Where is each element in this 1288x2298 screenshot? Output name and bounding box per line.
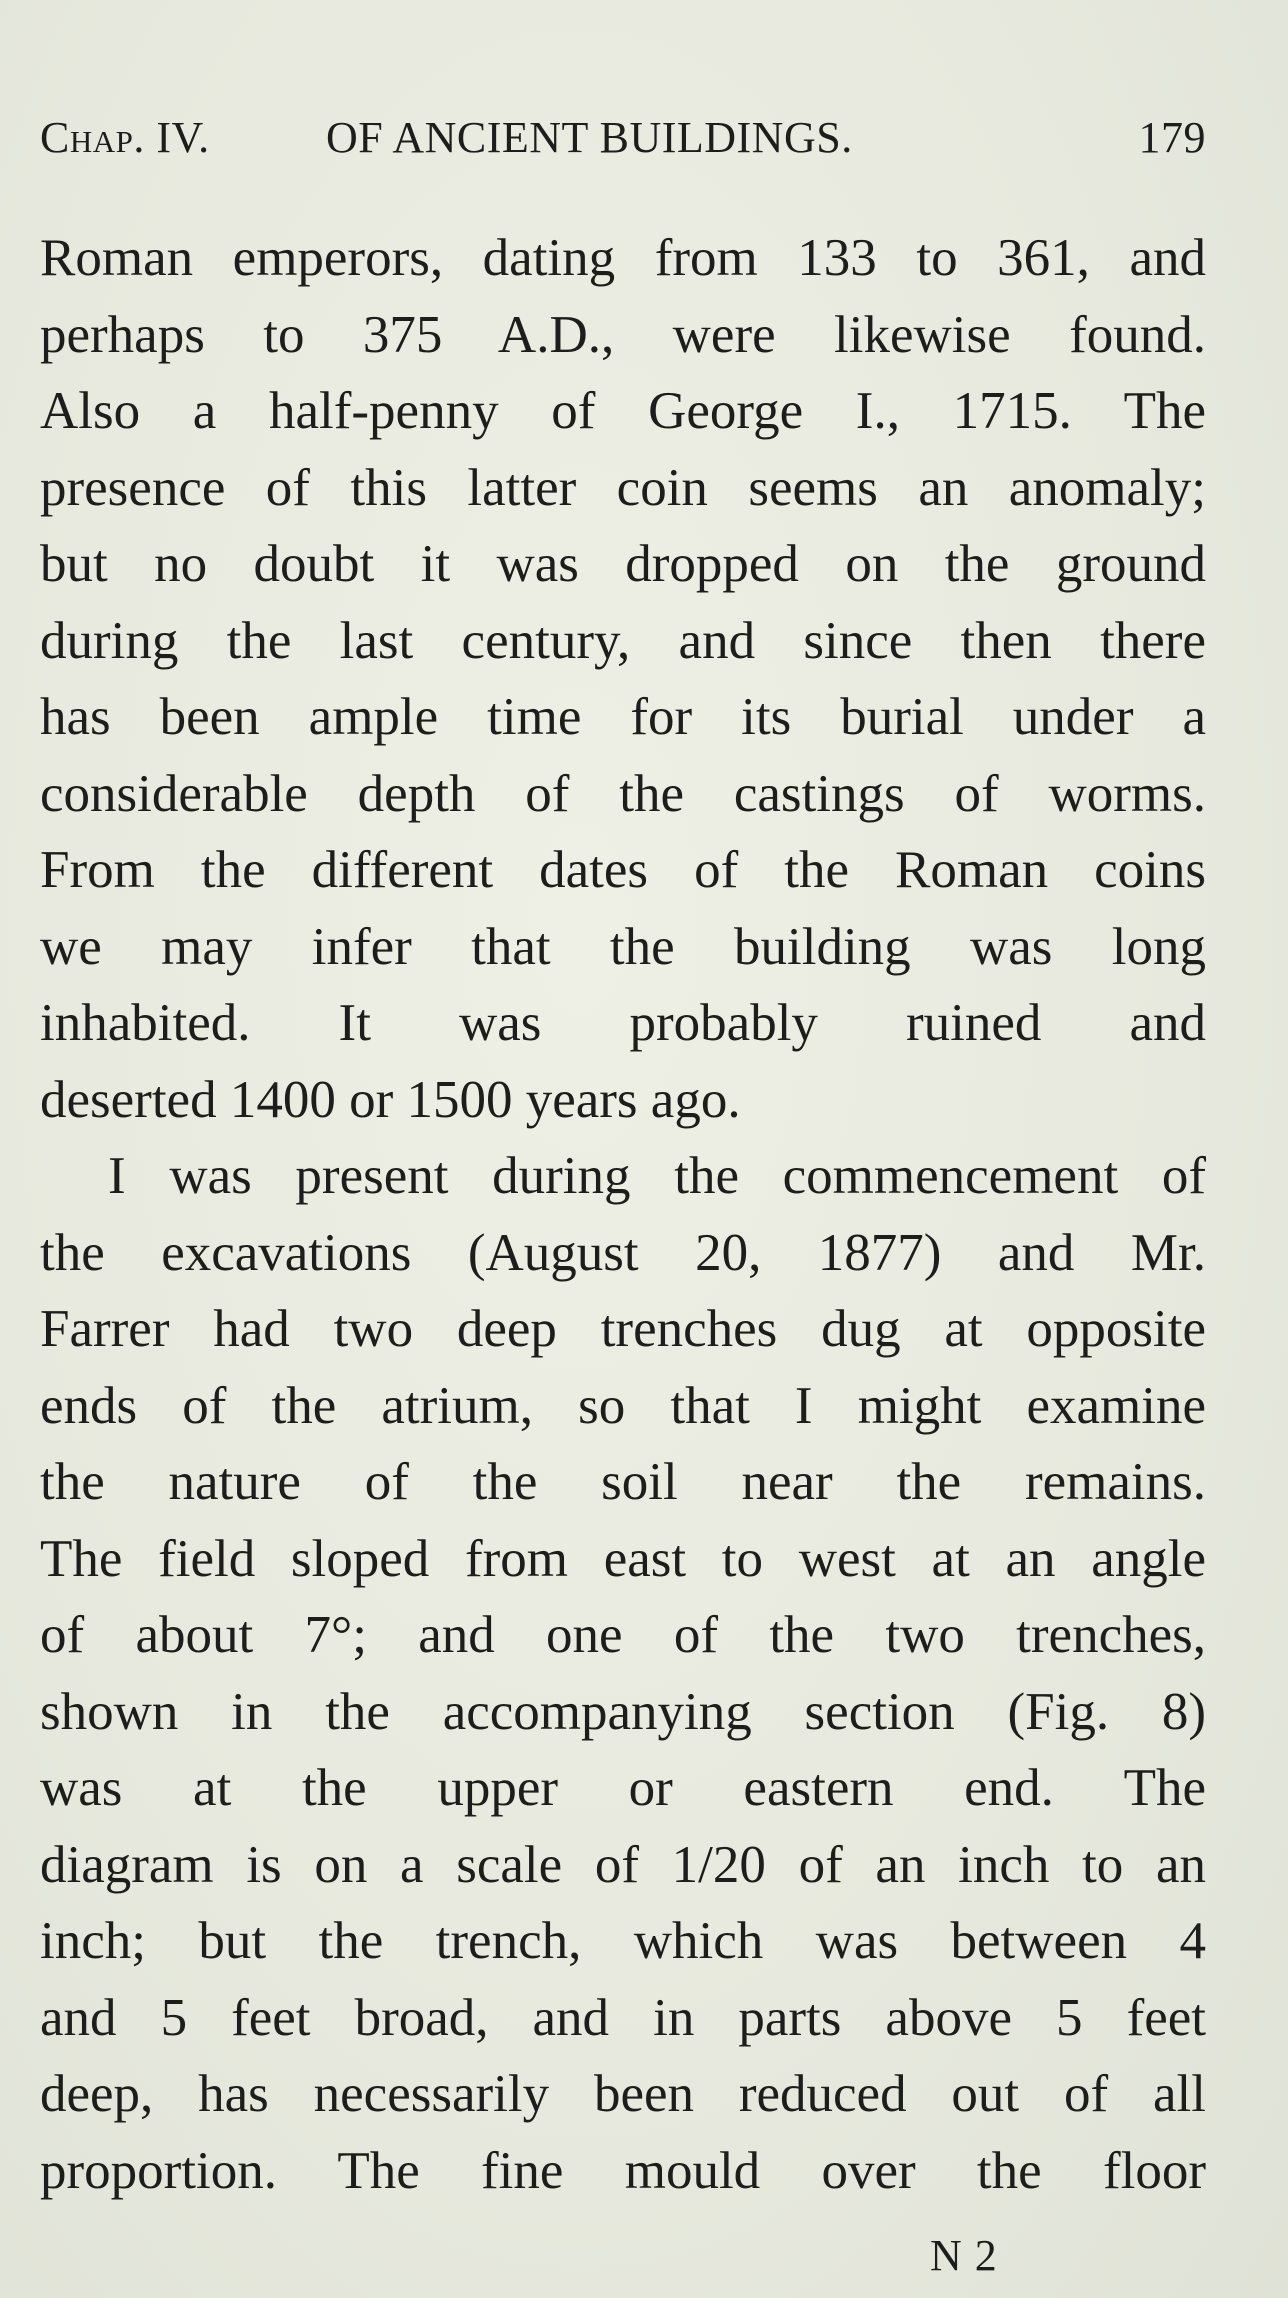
text-line: deep, has necessarily been reduced out of all (40, 2065, 1206, 2123)
text-line: The field sloped from east to west at an angle (40, 1529, 1206, 1588)
text-line: Roman emperors, dating from 133 to 361, and (40, 229, 1206, 287)
text-line: we may infer that the building was long (40, 917, 1206, 976)
chapter-title: OF ANCIENT BUILDINGS. (326, 113, 853, 162)
text-line: has been ample time for its burial under a (40, 688, 1206, 746)
text-line: deserted 1400 or 1500 years ago. (40, 1070, 741, 1129)
text-line: perhaps to 375 A.D., were likewise found. (40, 305, 1206, 364)
text-line: during the last century, and since then there (40, 611, 1206, 670)
text-line: but no doubt it was dropped on the ground (40, 535, 1206, 593)
text-line: diagram is on a scale of 1/20 of an inch to an (40, 1835, 1206, 1894)
text-line: the nature of the soil near the remains. (40, 1453, 1206, 1511)
text-line: proportion. The fine mould over the floor (40, 2141, 1206, 2200)
text-line: the excavations (August 20, 1877) and Mr. (40, 1223, 1206, 1282)
text-line: inch; but the trench, which was between 4 (40, 1912, 1206, 1970)
text-line: of about 7°; and one of the two trenches, (40, 1606, 1206, 1664)
signature-mark: N 2 (930, 2231, 998, 2280)
text-line: From the different dates of the Roman coins (40, 841, 1206, 899)
text-line: ends of the atrium, so that I might examine (40, 1376, 1206, 1435)
text-line: presence of this latter coin seems an anomaly; (40, 458, 1206, 517)
text-line: I was present during the commencement of (108, 1147, 1206, 1205)
text-line: shown in the accompanying section (Fig. 8) (40, 1682, 1206, 1741)
running-head (40, 108, 1206, 168)
body-text (40, 220, 1206, 2209)
paragraph-2 (40, 1138, 1206, 2209)
text-line: Also a half-penny of George I., 1715. The (40, 382, 1206, 440)
text-line: inhabited. It was probably ruined and (40, 994, 1206, 1052)
text-line: Farrer had two deep trenches dug at opposite (40, 1300, 1206, 1358)
chapter-label: Chap. IV. (40, 113, 210, 162)
paragraph-1 (40, 220, 1206, 1138)
page-number: 179 (1138, 113, 1206, 162)
text-line: was at the upper or eastern end. The (40, 1759, 1206, 1817)
text-line: considerable depth of the castings of worms. (40, 764, 1206, 823)
text-line: and 5 feet broad, and in parts above 5 feet (40, 1988, 1206, 2047)
